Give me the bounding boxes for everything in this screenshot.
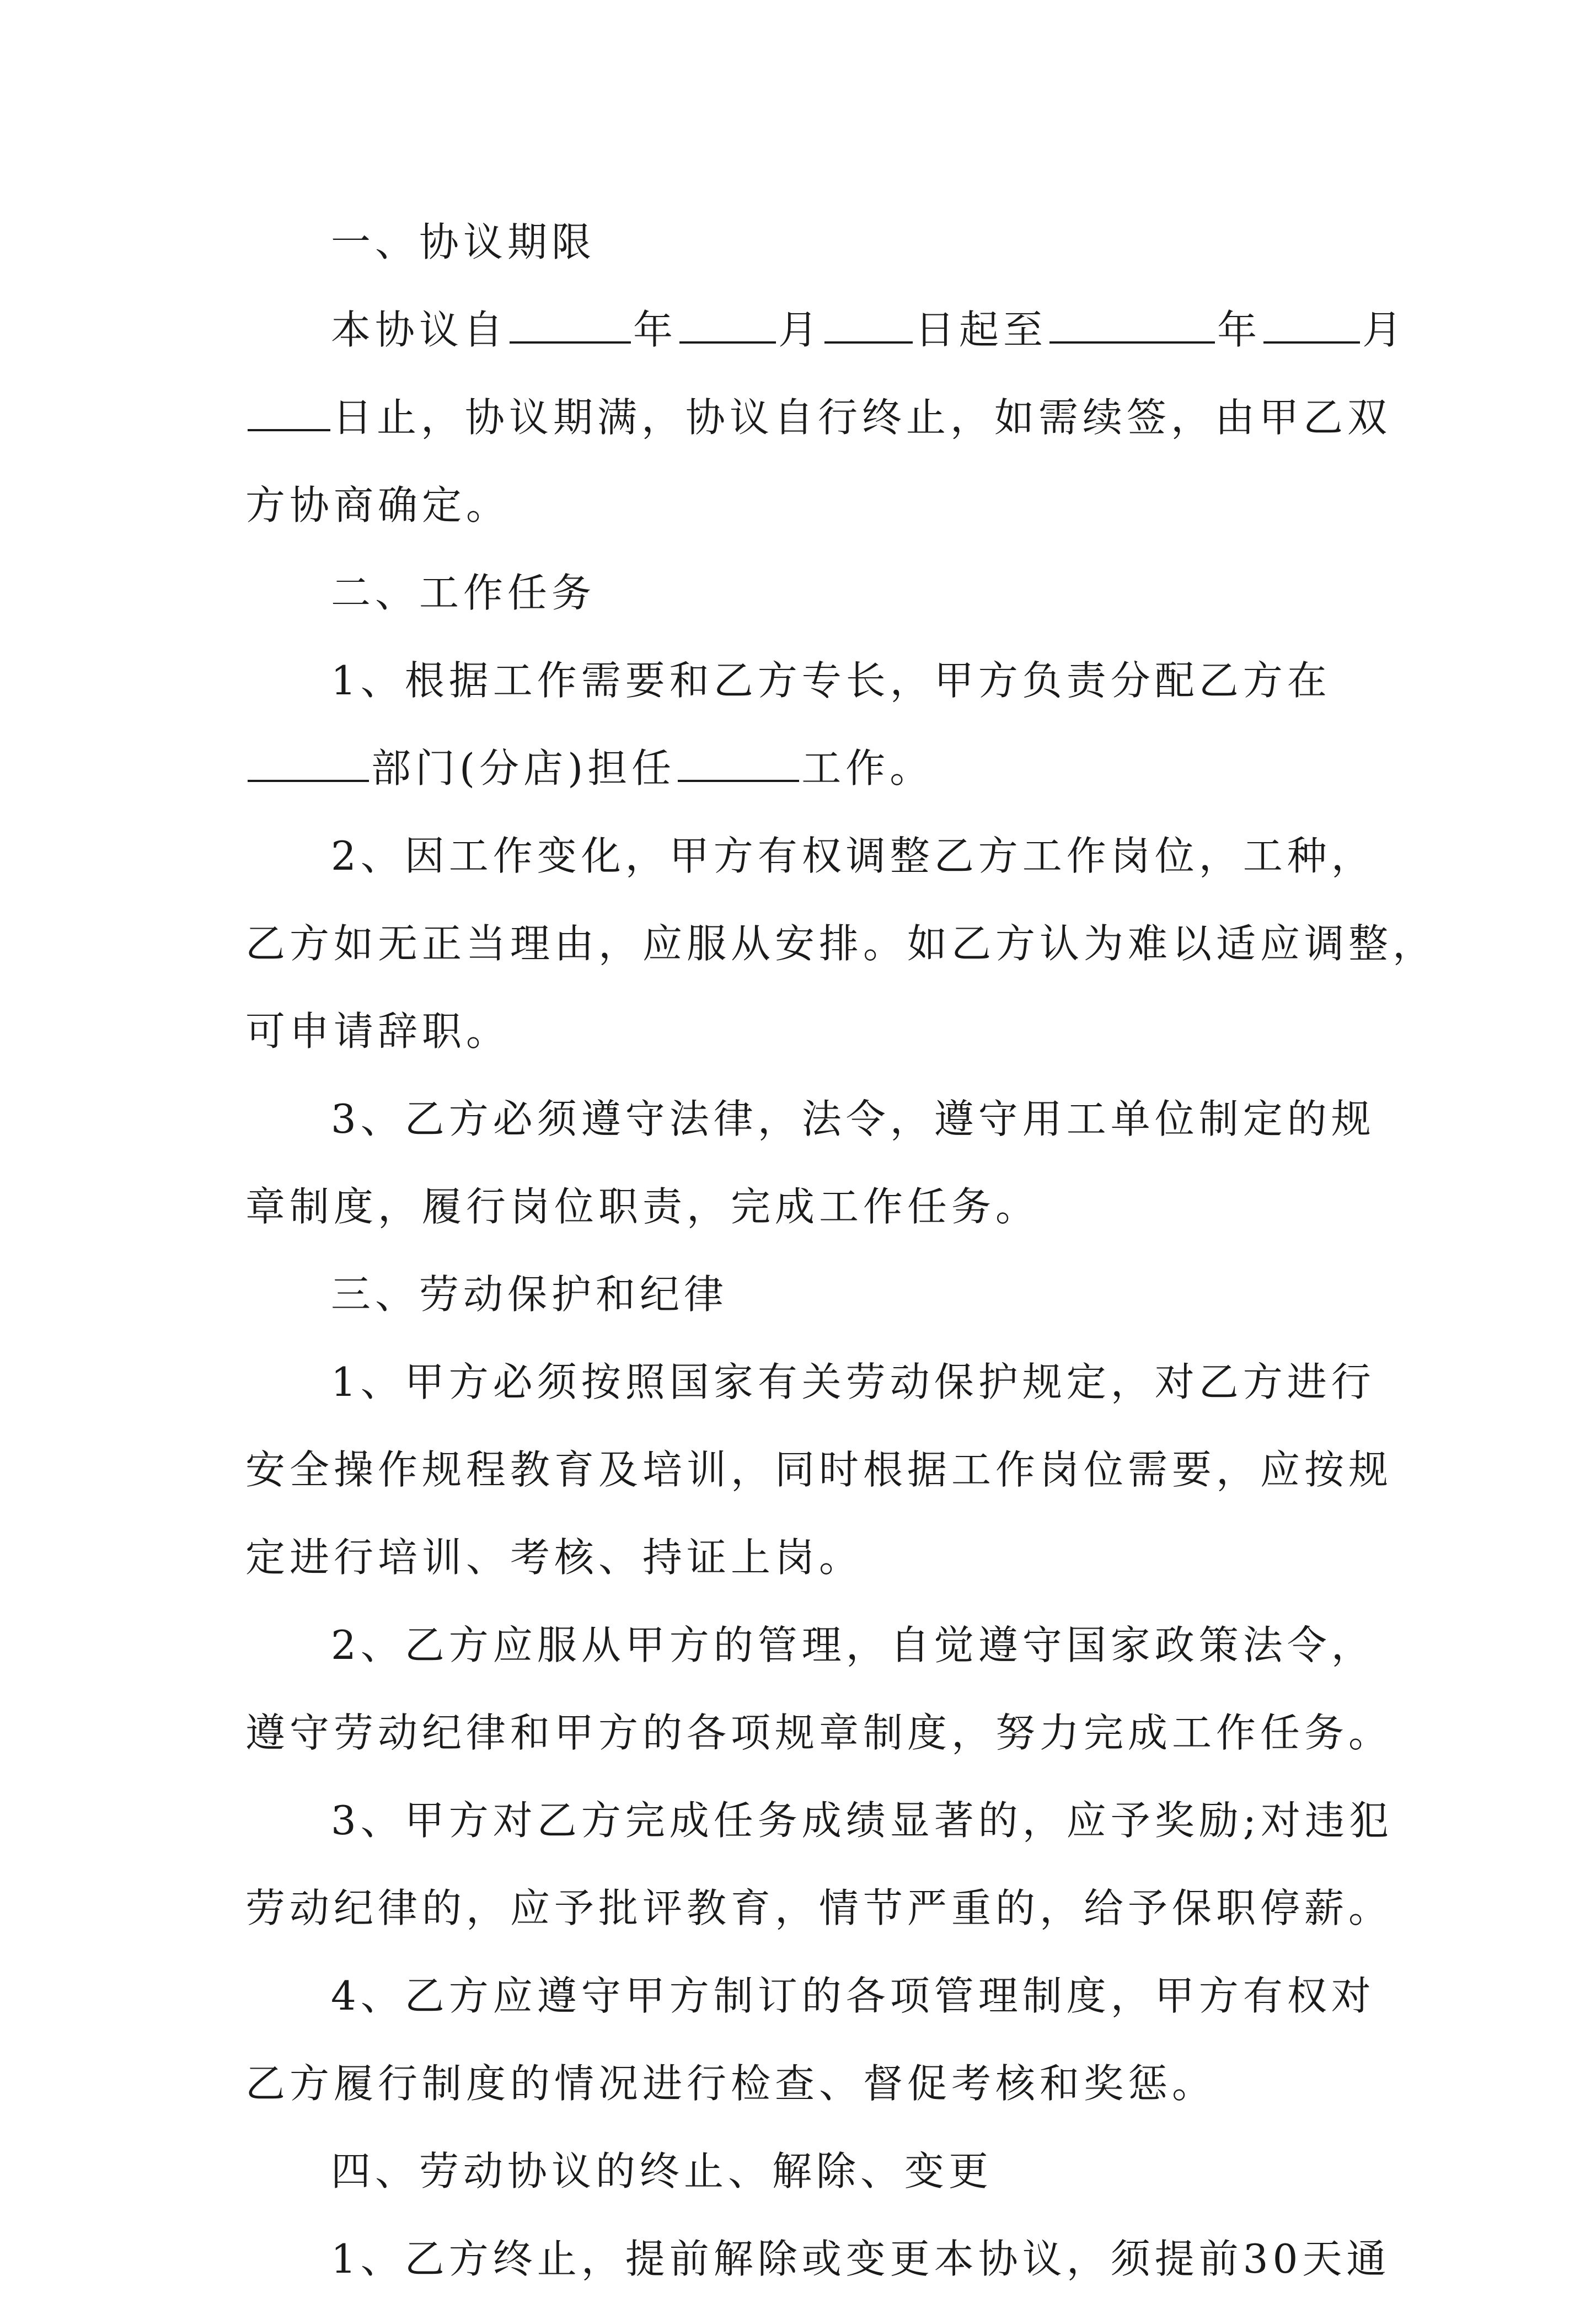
text-segment: 工作。 (801, 745, 934, 791)
paragraph-line (245, 637, 1359, 725)
section-heading (245, 1251, 1359, 1338)
paragraph-line (245, 1163, 1359, 1251)
text-segment: 遵守劳动纪律和甲方的各项规章制度，努力完成工作任务。 (245, 1710, 1393, 1756)
paragraph-line (245, 1075, 1375, 1163)
heading-text: 一、协议期限 (331, 219, 596, 265)
text-segment: 定进行培训、考核、持证上岗。 (245, 1534, 864, 1581)
text-segment: 章制度，履行岗位职责，完成工作任务。 (245, 1183, 1040, 1230)
text-segment: 乙方如无正当理由，应服从安排。如乙方认为难以适应调整， (245, 920, 1437, 967)
text-segment: 1、甲方必须按照国家有关劳动保护规定，对乙方进行 (331, 1359, 1375, 1405)
text-segment: 方协商确定。 (245, 482, 511, 528)
paragraph-line (245, 1602, 1375, 1689)
text-segment: 本协议自 (331, 307, 508, 353)
paragraph-line (245, 286, 1407, 374)
text-segment: 年 (633, 307, 678, 353)
document-body (245, 199, 1437, 2303)
paragraph-line (245, 1689, 1393, 1777)
text-segment: 4、乙方应遵守甲方制订的各项管理制度，甲方有权对 (331, 1973, 1375, 2019)
fill-in-blank (248, 393, 330, 431)
text-segment: 3、甲方对乙方完成任务成绩显著的，应予奖励;对违犯 (331, 1797, 1394, 1844)
paragraph-line (245, 1426, 1393, 1514)
paragraph-line (245, 1952, 1375, 2040)
paragraph-line (245, 462, 1359, 549)
text-segment: 月 (778, 307, 823, 353)
text-segment: 月 (1362, 307, 1407, 353)
text-segment: 2、因工作变化，甲方有权调整乙方工作岗位，工种， (331, 833, 1375, 879)
text-segment: 乙方履行制度的情况进行检查、督促考核和奖惩。 (245, 2060, 1217, 2107)
text-segment: 年 (1217, 307, 1262, 353)
fill-in-blank (679, 306, 776, 344)
paragraph-line (245, 900, 1437, 988)
section-heading (245, 549, 1359, 637)
paragraph-line (245, 2040, 1359, 2128)
text-segment: 2、乙方应服从甲方的管理，自觉遵守国家政策法令， (331, 1622, 1375, 1668)
text-segment: 日起至 (915, 307, 1048, 353)
text-segment: 1、根据工作需要和乙方专长，甲方负责分配乙方在 (331, 657, 1331, 704)
paragraph-line (245, 1514, 1359, 1602)
heading-text: 三、劳动保护和纪律 (331, 1271, 729, 1317)
text-segment: 3、乙方必须遵守法律，法令，遵守用工单位制定的规 (331, 1096, 1375, 1142)
text-segment: 劳动纪律的，应予批评教育，情节严重的，给予保职停薪。 (245, 1885, 1393, 1931)
text-segment: 安全操作规程教育及培训，同时根据工作岗位需要，应按规 (245, 1447, 1393, 1493)
fill-in-blank (510, 306, 631, 344)
paragraph-line (245, 988, 1359, 1075)
heading-text: 二、工作任务 (331, 570, 596, 616)
text-segment: 可申请辞职。 (245, 1008, 511, 1054)
fill-in-blank (678, 744, 799, 782)
paragraph-line (245, 725, 1359, 812)
text-segment: 部门(分店)担任 (371, 745, 676, 791)
paragraph-line (245, 2215, 1391, 2303)
section-heading (245, 2128, 1359, 2215)
paragraph-line (245, 1338, 1375, 1426)
text-segment: 1、乙方终止，提前解除或变更本协议，须提前30天通 (331, 2236, 1391, 2282)
paragraph-line (245, 812, 1375, 900)
fill-in-blank (824, 306, 913, 344)
paragraph-line (245, 374, 1392, 462)
section-heading (245, 199, 1359, 286)
fill-in-blank (1263, 306, 1360, 344)
heading-text: 四、劳动协议的终止、解除、变更 (331, 2148, 993, 2194)
text-segment: 日止，协议期满，协议自行终止，如需续签，由甲乙双 (333, 394, 1392, 441)
paragraph-line (245, 1865, 1393, 1952)
fill-in-blank (1049, 306, 1215, 344)
paragraph-line (245, 1777, 1394, 1865)
fill-in-blank (248, 744, 369, 782)
